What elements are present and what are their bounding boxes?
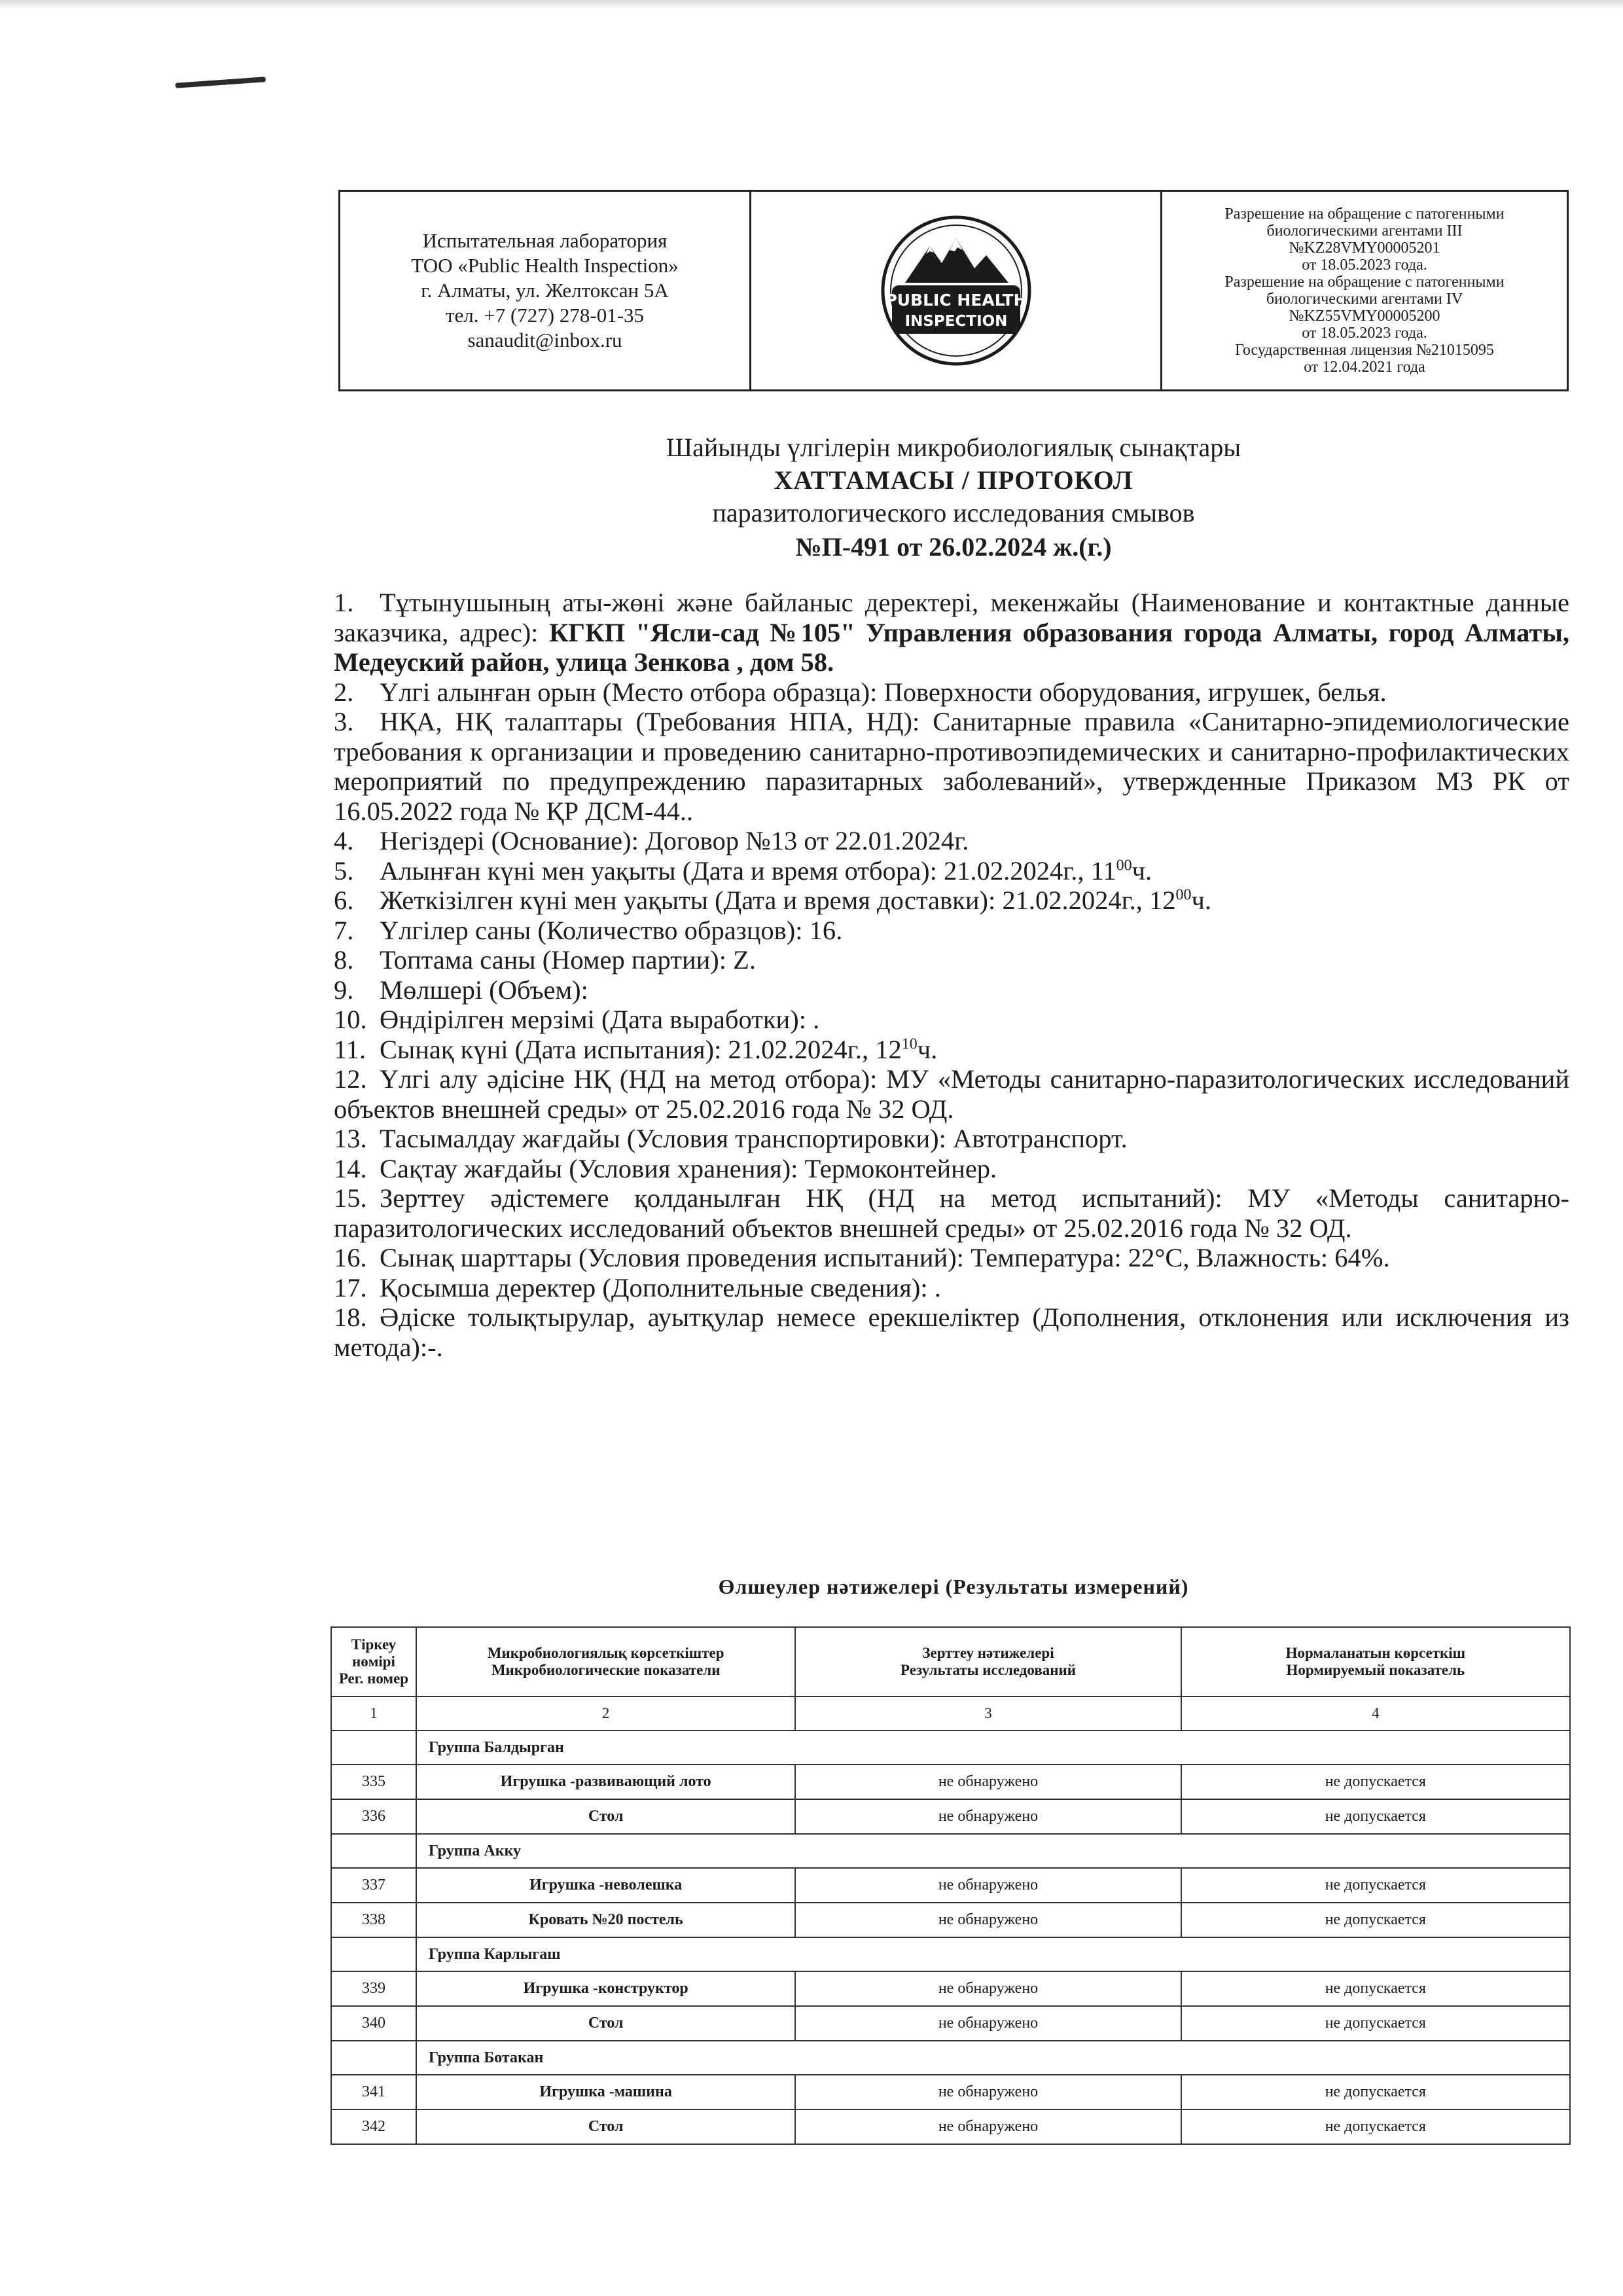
item-tail: ч.: [917, 1034, 938, 1064]
reg-number: 339: [331, 1971, 416, 2006]
item-tail: ч.: [1191, 886, 1212, 915]
item-18: [334, 1302, 1569, 1362]
result: не обнаружено: [795, 1868, 1181, 1903]
item-number: 5.: [334, 855, 354, 886]
header-norm: Нормаланатын көрсеткіш Нормируемый показатель: [1181, 1627, 1570, 1696]
item-text: Зерттеу әдістемеге қолданылған НҚ (НД на метод испытаний): МУ «Методы санитарно-паразитологических исследований объектов внешней среды» от 25.02.2016 года № 32 ОД.: [334, 1183, 1569, 1243]
title-protocol: ХАТТАМАСЫ / ПРОТОКОЛ: [774, 465, 1133, 495]
table-row: [331, 2006, 1570, 2041]
permit-line: Разрешение на обращение с патогенными: [1224, 206, 1505, 223]
header-reg-number: Тіркеу нөмірі Рег. номер: [331, 1627, 416, 1696]
item-number: 1.: [334, 588, 354, 617]
item-number: 18.: [334, 1302, 367, 1332]
lab-email: sanaudit@inbox.ru: [467, 329, 622, 351]
item-number: 10.: [334, 1005, 367, 1034]
item-text: Топтама саны (Номер партии): Z.: [380, 945, 757, 975]
norm: не допускается: [1181, 2006, 1570, 2041]
item-number: 4.: [334, 826, 354, 855]
norm: не допускается: [1181, 2109, 1570, 2144]
header-results: Зерттеу нәтижелері Результаты исследований: [795, 1627, 1181, 1696]
item-number: 11.: [334, 1034, 366, 1064]
item-text: Үлгі алынған орын (Место отбора образца): Поверхности оборудования, игрушек, белья.: [380, 677, 1387, 707]
permit-line: биологическими агентами IV: [1266, 291, 1463, 308]
reg-number: 335: [331, 1765, 416, 1799]
item-number: 17.: [334, 1272, 367, 1302]
item-14: [334, 1154, 1569, 1184]
item-text: Тұтынушының аты-жөні және байланыс деректері, мекенжайы (Наименование и контактные данные заказчика, адрес):: [334, 588, 1569, 647]
time-minutes: 00: [1175, 886, 1192, 904]
permit-line: от 18.05.2023 года.: [1302, 257, 1427, 274]
item-7: [334, 916, 1569, 946]
item-3: [334, 707, 1569, 826]
item-4: [334, 826, 1569, 856]
table-row: [331, 1971, 1570, 2006]
indicator: Игрушка -машина: [416, 2075, 795, 2109]
result: не обнаружено: [795, 1903, 1181, 1937]
indicator: Кровать №20 постель: [416, 1903, 795, 1937]
item-text: Тасымалдау жағдайы (Условия транспортировки): Автотранспорт.: [380, 1124, 1128, 1153]
norm: не допускается: [1181, 2075, 1570, 2109]
norm: не допускается: [1181, 1868, 1570, 1903]
result: не обнаружено: [795, 1971, 1181, 2006]
item-text: Сынақ шарттары (Условия проведения испытаний): Температура: 22°С, Влажность: 64%.: [380, 1243, 1390, 1272]
item-number: 6.: [334, 886, 354, 915]
item-12: [334, 1064, 1569, 1124]
permit-line: биологическими агентами III: [1266, 223, 1463, 240]
item-text: Қосымша деректер (Дополнительные сведения): .: [380, 1272, 941, 1302]
group-name: Группа Акку: [416, 1834, 1570, 1868]
title-kazakh: Шайынды үлгілерін микробиологиялық сынақтары: [666, 433, 1241, 462]
permit-line: №KZ55VMY00005200: [1289, 308, 1440, 325]
item-1: [334, 588, 1569, 677]
item-text: Сынақ күні (Дата испытания): 21.02.2024г., 12: [380, 1034, 902, 1064]
group-row: [331, 2041, 1570, 2075]
item-5: [334, 856, 1569, 886]
permit-line: №KZ28VMY00005201: [1289, 240, 1440, 257]
norm: не допускается: [1181, 1765, 1570, 1799]
time-minutes: 10: [901, 1035, 918, 1052]
item-number: 16.: [334, 1243, 367, 1272]
lab-address: г. Алматы, ул. Желтоксан 5А: [421, 279, 669, 302]
protocol-number: №П-491 от 26.02.2024 ж.(г.): [795, 532, 1112, 562]
column-number: 2: [416, 1696, 795, 1731]
item-number: 8.: [334, 945, 354, 975]
permit-line: от 12.04.2021 года: [1304, 359, 1425, 376]
pen-mark: [175, 77, 266, 88]
indicator: Стол: [416, 2109, 795, 2144]
column-number: 3: [795, 1696, 1181, 1731]
header-indicators: Микробиологиялық көрсеткіштер Микробиологические показатели: [416, 1627, 795, 1696]
indicator: Игрушка -развивающий лото: [416, 1765, 795, 1799]
item-text: Әдіске толықтырулар, ауытқулар немесе ерекшеліктер (Дополнения, отклонения или исключения из метода):-.: [334, 1302, 1569, 1362]
result: не обнаружено: [795, 2006, 1181, 2041]
group-name: Группа Карлыгаш: [416, 1937, 1570, 1971]
item-text: Үлгілер саны (Количество образцов): 16.: [380, 915, 843, 945]
lab-phone: тел. +7 (727) 278-01-35: [445, 304, 645, 327]
result: не обнаружено: [795, 2075, 1181, 2109]
document-header: [338, 190, 1569, 391]
reg-number: 337: [331, 1868, 416, 1903]
lab-company: ТОО «Public Health Inspection»: [411, 254, 679, 277]
item-number: 15.: [334, 1183, 367, 1213]
table-row: [331, 2109, 1570, 2144]
item-text: Алынған күні мен уақыты (Дата и время отбора): 21.02.2024г., 11: [380, 855, 1116, 886]
group-name: Группа Ботакан: [416, 2041, 1570, 2075]
item-10: [334, 1005, 1569, 1035]
table-row: [331, 1868, 1570, 1903]
indicator: Игрушка -неволешка: [416, 1868, 795, 1903]
table-row: [331, 1799, 1570, 1834]
item-text: Жеткізілген күні мен уақыты (Дата и время доставки): 21.02.2024г., 12: [380, 886, 1176, 915]
column-number: 1: [331, 1696, 416, 1731]
indicator: Игрушка -конструктор: [416, 1971, 795, 2006]
item-text: Сақтау жағдайы (Условия хранения): Термоконтейнер.: [380, 1153, 997, 1183]
item-2: [334, 677, 1569, 708]
title-subject: паразитологического исследования смывов: [712, 498, 1195, 528]
item-text: Өндірілген мерзімі (Дата выработки): .: [380, 1005, 820, 1034]
column-number-row: [331, 1696, 1570, 1731]
item-9: [334, 975, 1569, 1005]
norm: не допускается: [1181, 1971, 1570, 2006]
reg-number: 336: [331, 1799, 416, 1834]
logo-text-1: PUBLIC HEALTH: [884, 291, 1027, 310]
item-6: [334, 886, 1569, 916]
lab-info: [340, 192, 751, 389]
permit-line: от 18.05.2023 года.: [1302, 325, 1427, 342]
time-minutes: 00: [1116, 857, 1132, 874]
item-16: [334, 1243, 1569, 1273]
item-17: [334, 1273, 1569, 1303]
norm: не допускается: [1181, 1799, 1570, 1834]
indicator: Стол: [416, 1799, 795, 1834]
item-number: 13.: [334, 1124, 367, 1153]
item-number: 3.: [334, 707, 354, 736]
table-row: [331, 2075, 1570, 2109]
indicator: Стол: [416, 2006, 795, 2041]
group-row: [331, 1937, 1570, 1971]
lab-name: Испытательная лаборатория: [422, 229, 668, 252]
item-number: 2.: [334, 677, 354, 707]
column-number: 4: [1181, 1696, 1570, 1731]
public-health-inspection-logo: [858, 212, 1054, 369]
reg-number: 341: [331, 2075, 416, 2109]
item-8: [334, 945, 1569, 975]
reg-number: 338: [331, 1903, 416, 1937]
norm: не допускается: [1181, 1903, 1570, 1937]
item-number: 12.: [334, 1064, 367, 1094]
logo-text-2: INSPECTION: [904, 313, 1007, 330]
item-11: [334, 1035, 1569, 1065]
table-header-row: [331, 1627, 1570, 1696]
group-name: Группа Балдырган: [416, 1731, 1570, 1765]
result: не обнаружено: [795, 2109, 1181, 2144]
item-number: 7.: [334, 915, 354, 945]
protocol-items: [334, 588, 1569, 1362]
group-row: [331, 1834, 1570, 1868]
item-text: Үлгі алу әдісіне НҚ (НД на метод отбора): МУ «Методы санитарно-паразитологических исследований объектов внешней среды» от 25.02.2016 года № 32 ОД.: [334, 1064, 1569, 1124]
reg-number: 340: [331, 2006, 416, 2041]
item-number: 9.: [334, 975, 354, 1005]
permits-info: [1162, 192, 1567, 389]
logo-cell: [751, 192, 1162, 389]
item-tail: ч.: [1132, 855, 1152, 886]
item-13: [334, 1124, 1569, 1154]
result: не обнаружено: [795, 1799, 1181, 1834]
result: не обнаружено: [795, 1765, 1181, 1799]
item-text: Мөлшері (Объем):: [380, 975, 588, 1005]
item-number: 14.: [334, 1153, 367, 1183]
results-caption: Өлшеулер нәтижелері (Результаты измерений): [718, 1575, 1189, 1598]
group-row: [331, 1731, 1570, 1765]
table-row: [331, 1903, 1570, 1937]
item-text: Негіздері (Основание): Договор №13 от 22.01.2024г.: [380, 826, 969, 855]
table-row: [331, 1765, 1570, 1799]
permit-line: Разрешение на обращение с патогенными: [1224, 274, 1505, 291]
permit-line: Государственная лицензия №21015095: [1235, 342, 1494, 359]
item-text: НҚА, НҚ талаптары (Требования НПА, НД): Санитарные правила «Санитарно-эпидемиологические требования к организации и проведению санитарно-противоэпидемических и санитарно-профилактических мероприятий по предупреждению паразитарных заболеваний», утвержденные Приказом МЗ РК от 16.05.2022 года № ҚР ДСМ-44..: [334, 707, 1569, 826]
item-15: [334, 1183, 1569, 1243]
reg-number: 342: [331, 2109, 416, 2144]
customer-name: КГКП "Ясли-сад №105" Управления образования города Алматы, город Алматы, Медеуский район, улица Зенкова , дом 58.: [334, 617, 1569, 677]
scan-edge-shadow: [0, 0, 1623, 9]
results-table: [330, 1626, 1571, 2145]
